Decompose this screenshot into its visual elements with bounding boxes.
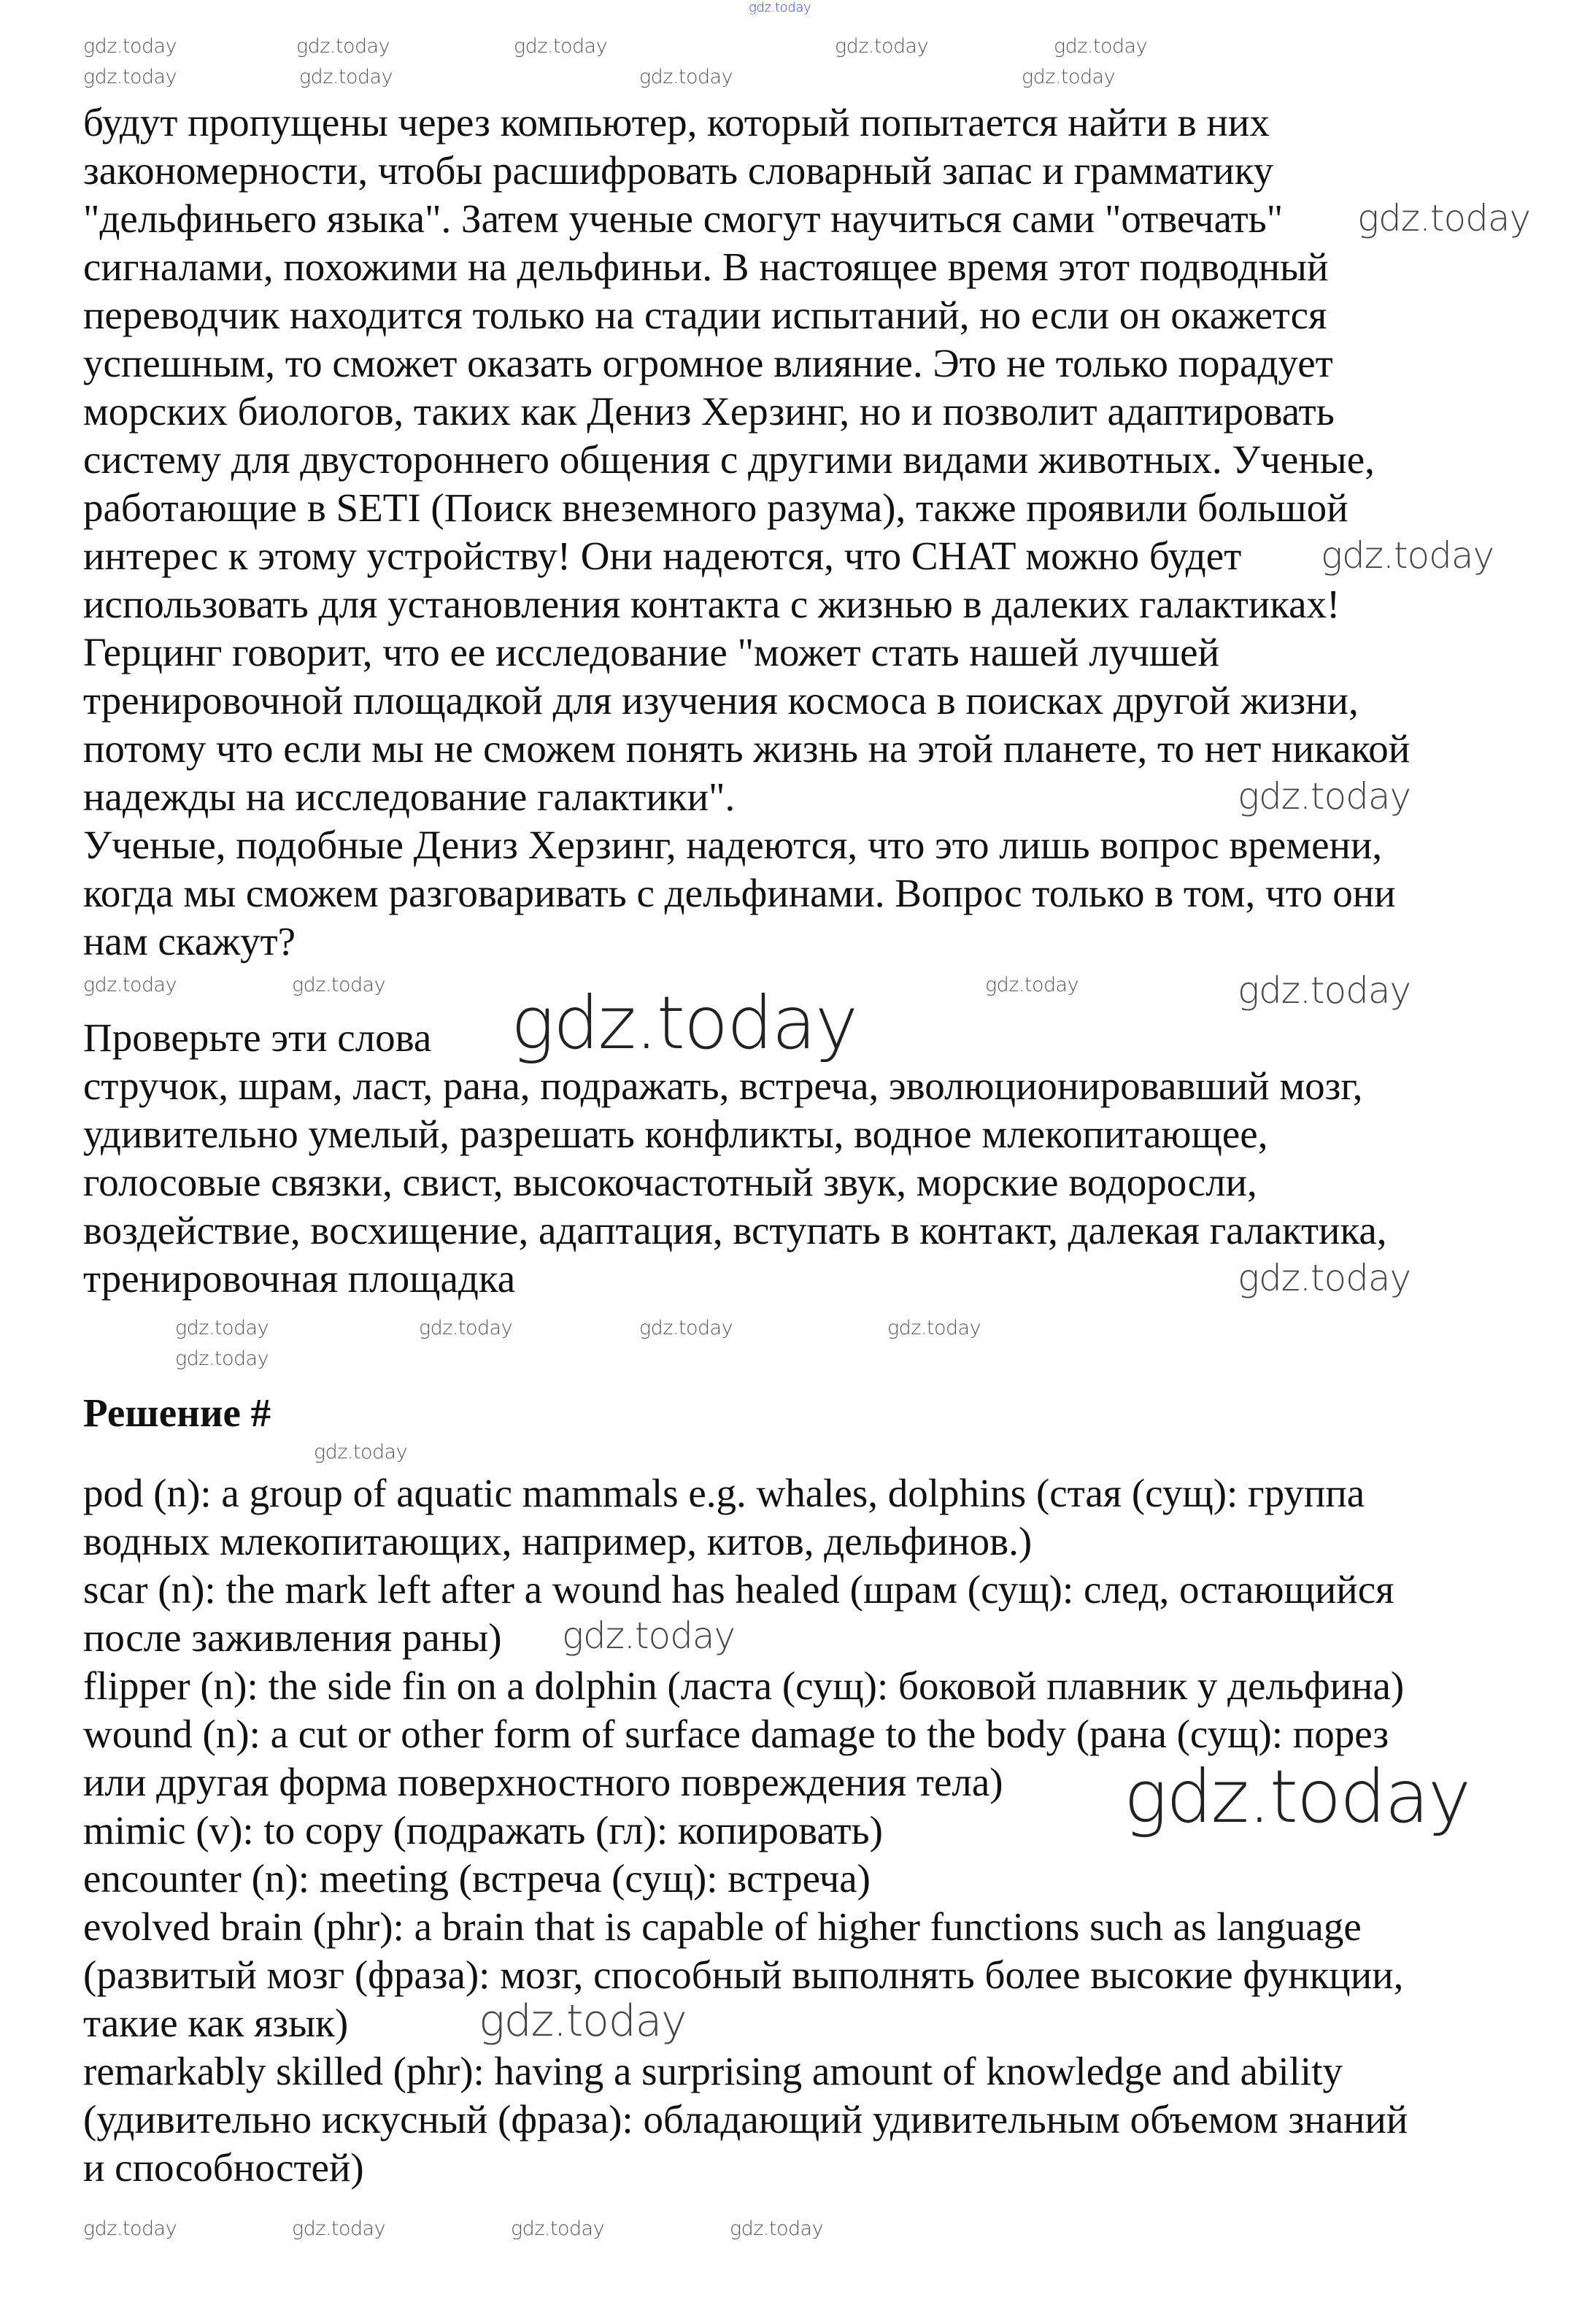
paragraph1-line: Герцинг говорит, что ее исследование "может стать нашей лучшей: [83, 630, 1220, 674]
watermark: gdz.today: [639, 66, 733, 88]
solution-line: pod (n): a group of aquatic mammals e.g. whales, dolphins (стая (сущ): группа: [83, 1471, 1365, 1515]
paragraph-text: [83, 99, 1410, 966]
paragraph1-line: нам скажут?: [83, 919, 296, 963]
watermark: gdz.today: [175, 1317, 269, 1339]
watermark: gdz.today: [985, 974, 1079, 996]
watermark: gdz.today: [1124, 1754, 1470, 1839]
solution-line: encounter (n): meeting (встреча (сущ): встреча): [83, 1856, 871, 1901]
solution-line: после заживления раны): [83, 1615, 502, 1660]
watermark: gdz.today: [887, 1317, 981, 1339]
watermark: gdz.today: [1238, 775, 1411, 817]
watermark: gdz.today: [299, 66, 393, 88]
watermark: gdz.today: [1054, 35, 1148, 58]
solution-line: или другая форма поверхностного повреждения тела): [83, 1760, 1003, 1804]
paragraph1-line: морских биологов, таких как Дениз Херзинг, но и позволит адаптировать: [83, 389, 1335, 434]
paragraph1-line: когда мы сможем разговаривать с дельфинами. Вопрос только в том, что они: [83, 871, 1396, 915]
check-words-line: стручок, шрам, ласт, рана, подражать, встреча, эволюционировавший мозг,: [83, 1063, 1363, 1108]
paragraph1-line: переводчик находится только на стадии испытаний, но если он окажется: [83, 293, 1327, 337]
watermark: gdz.today: [511, 980, 857, 1066]
solution-line: (развитый мозг (фраза): мозг, способный выполнять более высокие функции,: [83, 1952, 1404, 1997]
paragraph1-line: будут пропущены через компьютер, который попытается найти в них: [83, 100, 1270, 145]
solution-line: flipper (n): the side fin on a dolphin (ласта (сущ): боковой плавник у дельфина): [83, 1663, 1405, 1708]
paragraph1-line: тренировочной площадкой для изучения космоса в поисках другой жизни,: [83, 678, 1359, 723]
watermark: gdz.today: [314, 1441, 408, 1463]
watermark: gdz.today: [83, 2217, 177, 2240]
watermark: gdz.today: [175, 1347, 269, 1370]
paragraph1-line: закономерности, чтобы расшифровать словарный запас и грамматику: [83, 148, 1274, 193]
check-words-line: Проверьте эти слова: [83, 1015, 432, 1060]
watermark: gdz.today: [835, 35, 929, 58]
watermark: gdz.today: [296, 35, 390, 58]
paragraph1-line: использовать для установления контакта с жизнью в далеких галактиках!: [83, 582, 1340, 626]
watermark: gdz.today: [292, 974, 386, 996]
paragraph1-line: систему для двустороннего общения с другими видами животных. Ученые,: [83, 437, 1375, 482]
solution-heading: [83, 1389, 271, 1437]
watermark: gdz.today: [83, 35, 177, 58]
watermark-top: gdz.today: [749, 0, 811, 15]
solution-line: и способностей): [83, 2145, 364, 2190]
watermark: gdz.today: [419, 1317, 513, 1339]
solution-line: такие как язык): [83, 2001, 349, 2045]
check-words-line: голосовые связки, свист, высокочастотный звук, морские водоросли,: [83, 1160, 1257, 1204]
watermark: gdz.today: [730, 2217, 824, 2240]
solution-heading-text: Решение #: [83, 1390, 271, 1435]
paragraph1-line: интерес к этому устройству! Они надеются, что CHAT можно будет: [83, 534, 1242, 578]
solution-line: водных млекопитающих, например, китов, дельфинов.): [83, 1519, 1033, 1563]
solution-line: scar (n): the mark left after a wound has healed (шрам (сущ): след, остающийся: [83, 1567, 1394, 1612]
watermark: gdz.today: [83, 974, 177, 996]
solution-line: remarkably skilled (phr): having a surprising amount of knowledge and ability: [83, 2049, 1343, 2093]
paragraph1-line: работающие в SETI (Поиск внеземного разума), также проявили большой: [83, 485, 1348, 530]
watermark: gdz.today: [514, 35, 608, 58]
paragraph1-line: сигналами, похожими на дельфиньи. В настоящее время этот подводный: [83, 245, 1329, 289]
watermark: gdz.today: [1022, 66, 1116, 88]
check-words-line: удивительно умелый, разрешать конфликты, водное млекопитающее,: [83, 1112, 1268, 1156]
paragraph1-line: Ученые, подобные Дениз Херзинг, надеются, что это лишь вопрос времени,: [83, 823, 1383, 867]
watermark: gdz.today: [1357, 197, 1531, 239]
paragraph1-line: "дельфиньего языка". Затем ученые смогут научиться сами "отвечать": [83, 196, 1284, 241]
solution-line: (удивительно искусный (фраза): обладающий удивительным объемом знаний: [83, 2097, 1408, 2142]
solution-line: evolved brain (phr): a brain that is capable of higher functions such as language: [83, 1904, 1362, 1949]
check-words-line: воздействие, восхищение, адаптация, вступать в контакт, далекая галактика,: [83, 1208, 1387, 1253]
watermark: gdz.today: [511, 2217, 605, 2240]
watermark: gdz.today: [292, 2217, 386, 2240]
paragraph1-line: успешным, то сможет оказать огромное влияние. Это не только порадует: [83, 341, 1333, 385]
watermark: gdz.today: [1238, 1257, 1411, 1299]
watermark: gdz.today: [83, 66, 177, 88]
solution-line: wound (n): a cut or other form of surface damage to the body (рана (сущ): порез: [83, 1712, 1389, 1756]
watermark: gdz.today: [1321, 534, 1494, 577]
paragraph1-line: потому что если мы не сможем понять жизнь на этой планете, то нет никакой: [83, 726, 1411, 771]
watermark: gdz.today: [1238, 969, 1411, 1012]
check-words-line: тренировочная площадка: [83, 1256, 516, 1301]
watermark: gdz.today: [562, 1615, 736, 1657]
watermark: gdz.today: [639, 1317, 733, 1339]
paragraph1-line: надежды на исследование галактики".: [83, 774, 736, 819]
watermark: gdz.today: [479, 1996, 687, 2047]
solution-line: mimic (v): to copy (подражать (гл): копировать): [83, 1808, 883, 1852]
